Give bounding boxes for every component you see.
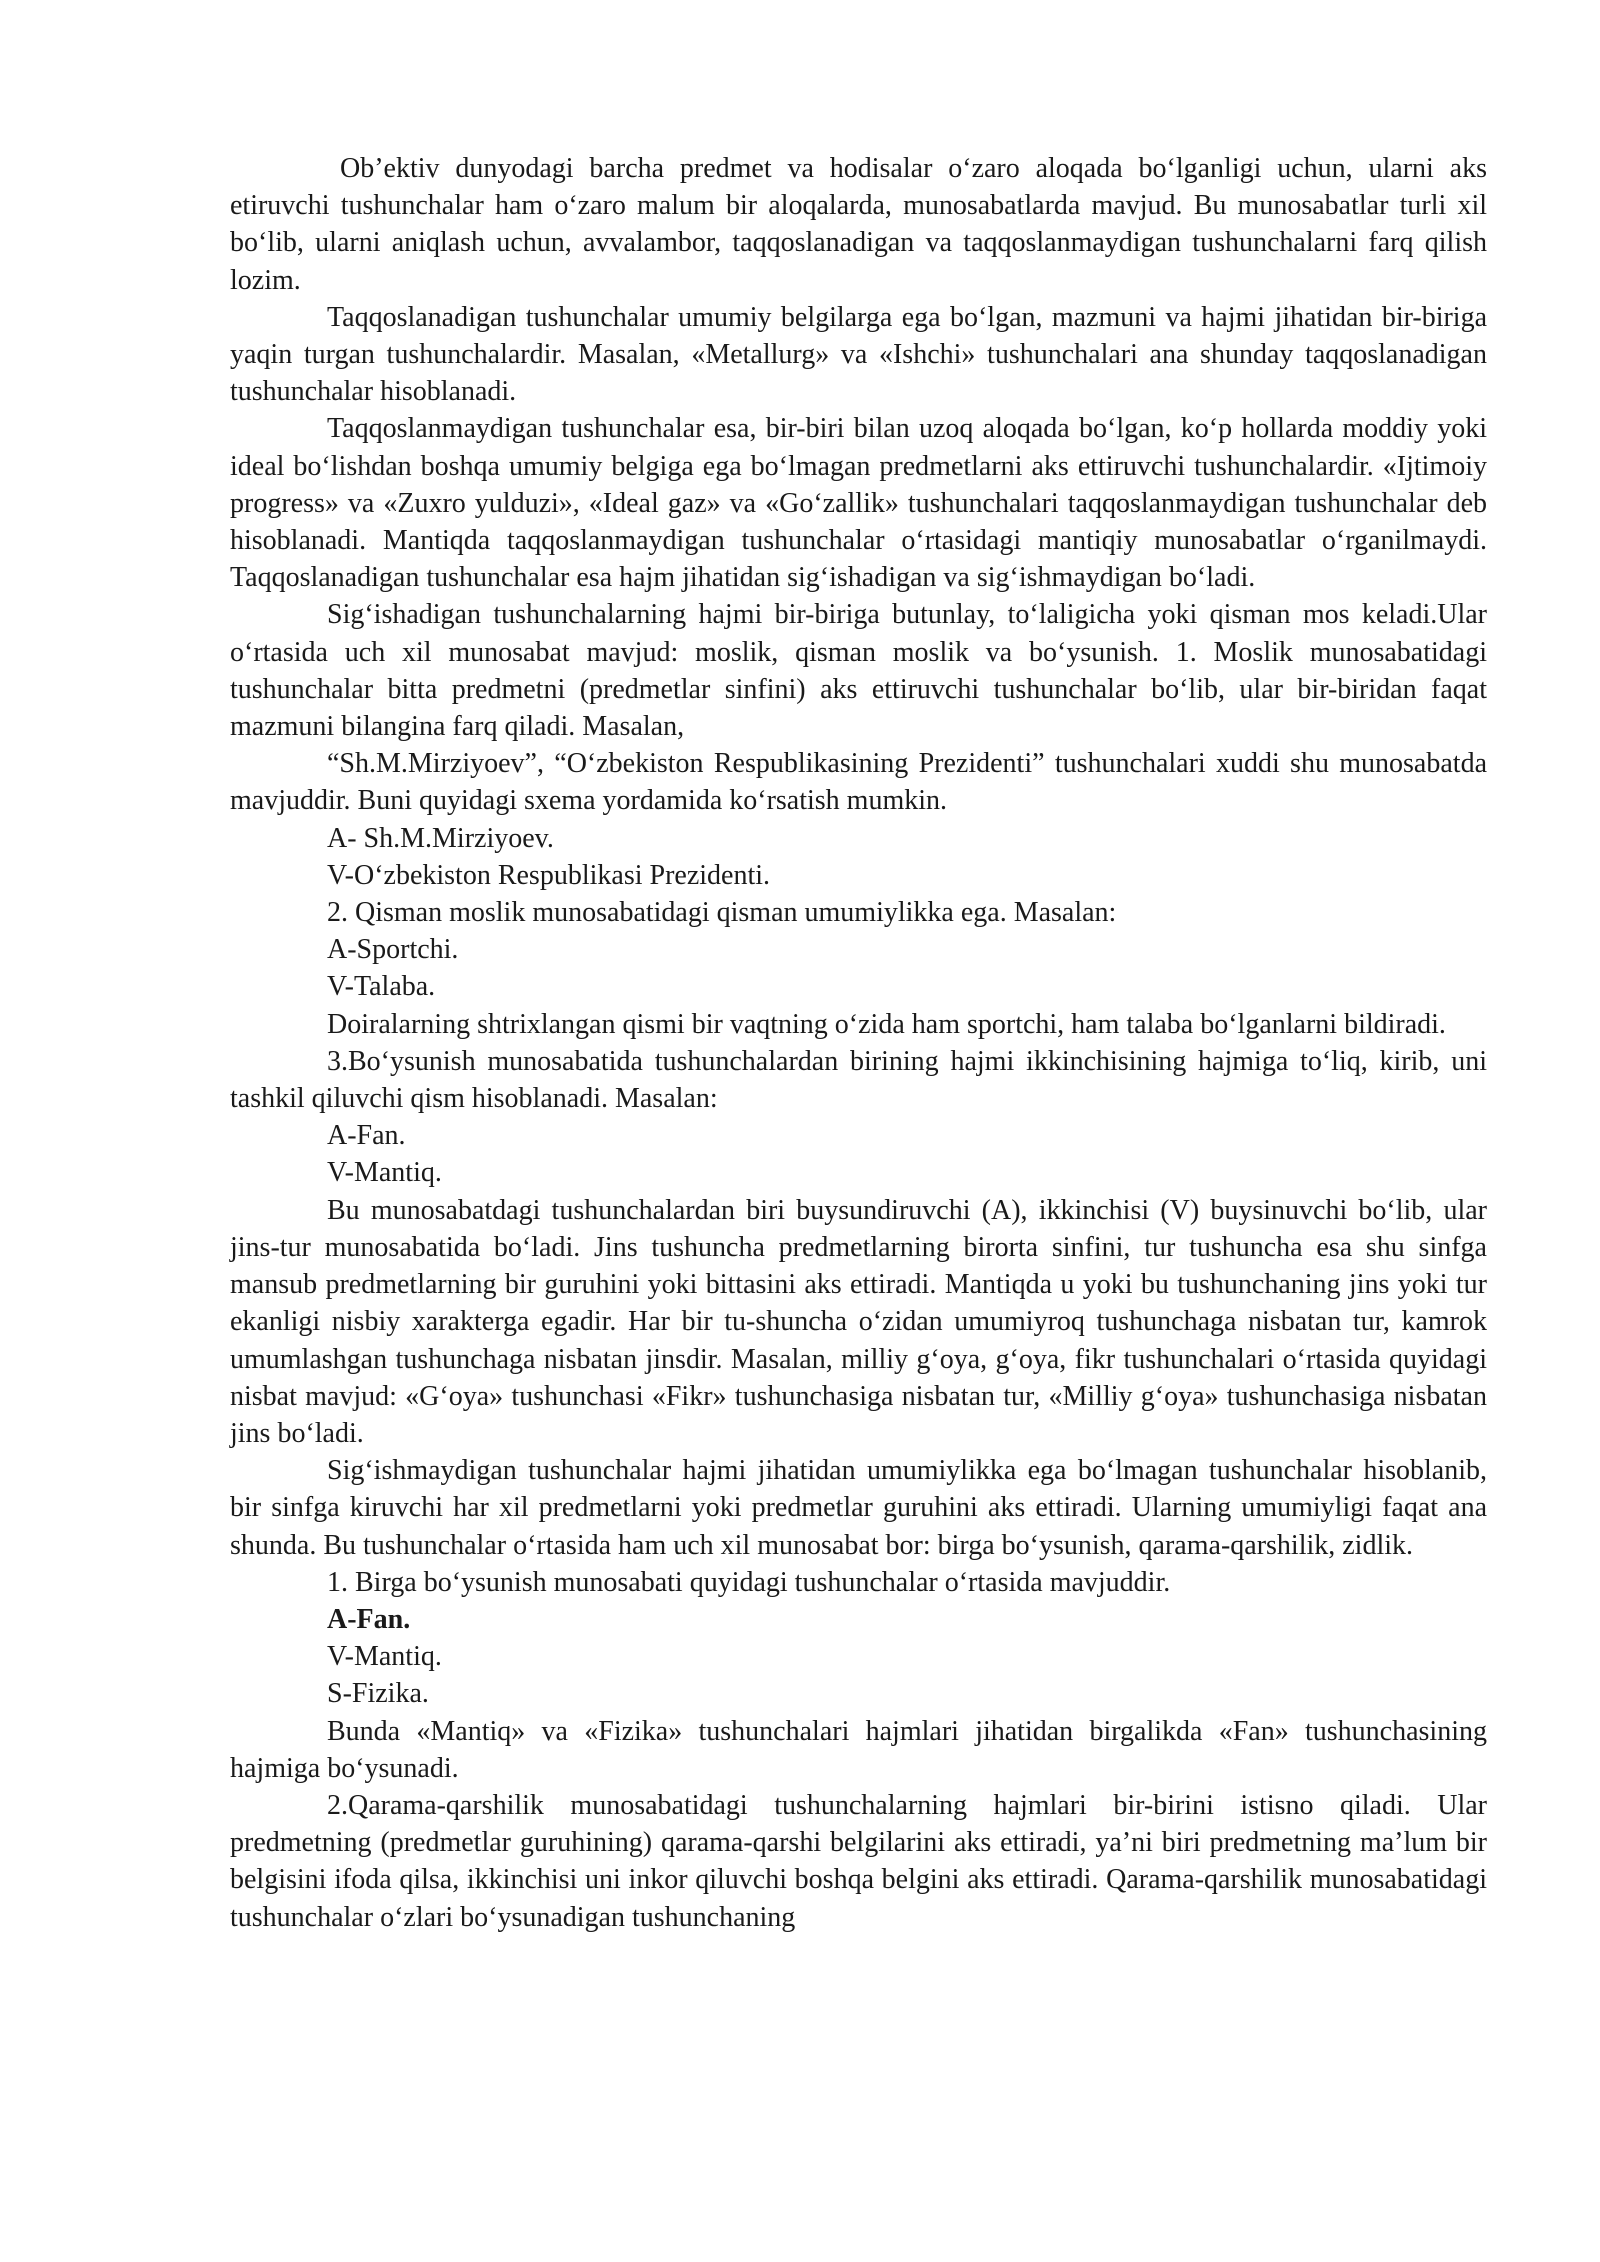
paragraph-partial-coincidence: 2. Qisman moslik munosabatidagi qisman umumiylikka ega. Masalan: [327, 897, 1117, 929]
paragraph-incomparable: Taqqoslanmaydigan tushunchalar esa, bir-biri bilan uzoq aloqada bo‘lgan, ko‘p hollarda moddiy yoki ideal bo‘lishdan boshqa umumiy belgiga ega bo‘lmagan predmetlarni aks ettiruvchi tushunchalardir. «Ijtimoiy progress» va «Zuxro yulduzi», «Ideal gaz» va «Go‘zallik» tushunchalari taqqoslanmaydigan tushunchalar deb hisoblanadi. Mantiqda taqqoslanmaydigan tushunchalar o‘rtasidagi mantiqiy munosabatlar o‘rganilmaydi. Taqqoslanadigan tushunchalar esa hajm jihatidan sig‘ishadigan va sig‘ishmaydigan bo‘ladi. [230, 413, 1487, 594]
document-page [230, 150, 1487, 1936]
paragraph-contrariety: 2.Qarama-qarshilik munosabatidagi tushunchalarning hajmlari bir-birini istisno qiladi. Ular predmetning (predmetlar guruhining) qarama-qarshi belgilarini aks ettiradi, ya’ni biri predmetning ma’lum bir belgisini ifoda qilsa, ikkinchisi uni inkor qiluvchi boshqa belgini aks ettiradi. Qarama-qarshilik munosabatidagi tushunchalar o‘zlari bo‘ysunadigan tushunchaning [230, 1789, 1487, 1933]
paragraph-incompatible: Sig‘ishmaydigan tushunchalar hajmi jihatidan umumiylikka ega bo‘lmagan tushunchalar hisoblanib, bir sinfga kiruvchi har xil predmetlarni yoki predmetlar guruhini aks ettiradi. Ularning umumiyligi faqat ana shunda. Bu tushunchalar o‘rtasida ham uch xil munosabat bor: birga bo‘ysunish, qarama-qarshilik, zidlik. [230, 1455, 1487, 1561]
list-item: V-Mantiq. [327, 1157, 442, 1189]
list-item: A-Fan. [327, 1603, 411, 1635]
list-item: S-Fizika. [327, 1678, 429, 1710]
paragraph-co-subordination-note: Bunda «Mantiq» va «Fizika» tushunchalari hajmlari jihatidan birgalikda «Fan» tushunchasining hajmiga bo‘ysunadi. [230, 1715, 1487, 1784]
paragraph-intro: Ob’ektiv dunyodagi barcha predmet va hodisalar o‘zaro aloqada bo‘lganligi uchun, ularni aks etiruvchi tushunchalar ham o‘zaro malum bir aloqalarda, munosabatlarda mavjud. Bu munosabatlar turli xil bo‘lib, ularni aniqlash uchun, avvalambor, taqqoslanadigan va taqqoslanmaydigan tushunchalarni farq qilish lozim. [230, 153, 1487, 296]
list-item: V-Mantiq. [327, 1641, 442, 1673]
paragraph-subordination: 3.Bo‘ysunish munosabatida tushunchalardan birining hajmi ikkinchisining hajmiga to‘liq, kirib, uni tashkil qiluvchi qism hisoblanadi. Masalan: [230, 1045, 1487, 1115]
list-item: V-O‘zbekiston Respublikasi Prezidenti. [327, 859, 771, 891]
paragraph-identity-example: “Sh.M.Mirziyoev”, “O‘zbekiston Respublikasining Prezidenti” tushunchalari xuddi shu munosabatda mavjuddir. Buni quyidagi sxema yordamida ko‘rsatish mumkin. [230, 748, 1487, 817]
paragraph-circles: Doiralarning shtrixlangan qismi bir vaqtning o‘zida ham sportchi, ham talaba bo‘lganlarni bildiradi. [327, 1008, 1446, 1040]
list-item: A-Fan. [327, 1120, 406, 1152]
paragraph-comparable: Taqqoslanadigan tushunchalar umumiy belgilarga ega bo‘lgan, mazmuni va hajmi jihatidan bir-biriga yaqin turgan tushunchalardir. Masalan, «Metallurg» va «Ishchi» tushunchalari ana shunday taqqoslanadigan tushunchalar hisoblanadi. [230, 301, 1487, 408]
paragraph-compatible: Sig‘ishadigan tushunchalarning hajmi bir-biriga butunlay, to‘laligicha yoki qisman mos keladi.Ular o‘rtasida uch xil munosabat mavjud: moslik, qisman moslik va bo‘ysunish. 1. Moslik munosabatidagi tushunchalar bitta predmetni (predmetlar sinfini) aks ettiruvchi tushunchalar bo‘lib, ular bir-biridan faqat mazmuni bilangina farq qiladi. Masalan, [230, 599, 1487, 743]
list-item: A- Sh.M.Mirziyoev. [327, 822, 554, 854]
list-item: A-Sportchi. [327, 934, 459, 966]
list-item: V-Talaba. [327, 971, 436, 1003]
paragraph-genus-species: Bu munosabatdagi tushunchalardan biri buysundiruvchi (A), ikkinchisi (V) buysinuvchi bo‘lib, ular jins-tur munosabatida bo‘ladi. Jins tushuncha predmetlarning birorta sinfini, tur tushuncha esa shu sinfga mansub predmetlarning bir guruhini yoki bittasini aks ettiradi. Mantiqda u yoki bu tushunchaning jins yoki tur ekanligi nisbiy xarakterga egadir. Har bir tu-shuncha o‘zidan umumiyroq tushunchaga nisbatan tur, kamrok umumlashgan tushunchaga nisbatan jinsdir. Masalan, milliy g‘oya, g‘oya, fikr tushunchalari o‘rtasida quyidagi nisbat mavjud: «G‘oya» tushunchasi «Fikr» tushunchasiga nisbatan tur, «Milliy g‘oya» tushunchasiga nisbatan jins bo‘ladi. [230, 1194, 1487, 1449]
paragraph-co-subordination: 1. Birga bo‘ysunish munosabati quyidagi tushunchalar o‘rtasida mavjuddir. [327, 1566, 1171, 1598]
